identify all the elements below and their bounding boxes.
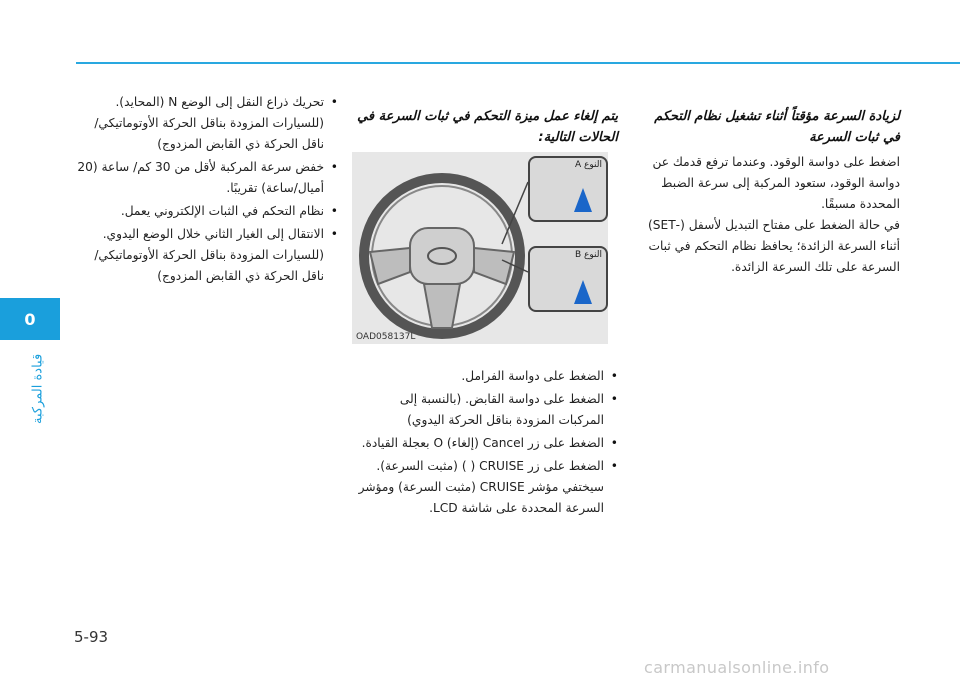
chapter-tab[interactable] bbox=[0, 298, 60, 340]
middle-column bbox=[352, 106, 618, 152]
list-item: • الانتقال إلى الغيار الثاني خلال الوضع اليدوي. (للسيارات المزودة بناقل الحركة الأوتوماتيكي/ ناقل الحركة ذي القابض المزدوج) bbox=[76, 224, 338, 287]
figure-code: OAD058137L bbox=[356, 332, 416, 342]
list-item: • الضغط على دواسة القابض. (بالنسبة إلى المركبات المزودة بناقل الحركة اليدوي) bbox=[352, 389, 618, 431]
header-rule bbox=[76, 62, 960, 64]
middle-column-list bbox=[352, 366, 618, 521]
list-item: • الضغط على زر Cancel (إلغاء) O بعجلة القيادة. bbox=[352, 433, 618, 454]
list-item: • تحريك ذراع النقل إلى الوضع N (المحايد). (للسيارات المزودة بناقل الحركة الأوتوماتيكي/ ناقل الحركة ذي القابض المزدوج) bbox=[76, 92, 338, 155]
list-item: • خفض سرعة المركبة لأقل من 30 كم/ ساعة (20 أميال/ساعة) تقريبًا. bbox=[76, 157, 338, 199]
list-item: • نظام التحكم في الثبات الإلكتروني يعمل. bbox=[76, 201, 338, 222]
paragraph: في حالة الضغط على مفتاح التبديل لأسفل (-SET) أثناء السرعة الزائدة؛ يحافظ نظام التحكم في ثبات السرعة على تلك السرعة الزائدة. bbox=[648, 218, 900, 274]
paragraph: اضغط على دواسة الوقود. وعندما ترفع قدمك عن دواسة الوقود، ستعود المركبة إلى سرعة الضبط المحددة مسبقًا. bbox=[652, 155, 900, 211]
chapter-label: قيادة المركبة bbox=[30, 353, 46, 425]
callout-type-b bbox=[528, 246, 608, 312]
watermark: carmanualsonline.info bbox=[644, 658, 830, 677]
page-number: 5-93 bbox=[74, 628, 109, 646]
steering-wheel-figure bbox=[352, 152, 608, 344]
section-heading-cancel-conditions: يتم إلغاء عمل ميزة التحكم في ثبات السرعة في الحالات التالية: bbox=[357, 109, 618, 145]
list-item: • الضغط على زر CRUISE ( ) (مثبت السرعة). سيختفي مؤشر CRUISE (مثبت السرعة) ومؤشر السرعة المحددة على شاشة LCD. bbox=[352, 456, 618, 519]
chapter-number: 0 bbox=[24, 309, 36, 329]
arrow-icon bbox=[574, 188, 592, 212]
arrow-icon bbox=[574, 280, 592, 304]
left-column bbox=[76, 92, 338, 289]
right-column bbox=[634, 106, 900, 278]
type-a-label: النوع A bbox=[574, 160, 602, 170]
type-b-label: النوع B bbox=[574, 250, 602, 260]
section-heading-speed-increase: لزيادة السرعة مؤقتاً أثناء تشغيل نظام التحكم في ثبات السرعة bbox=[654, 109, 900, 145]
callout-type-a bbox=[528, 156, 608, 222]
list-item: • الضغط على دواسة الفرامل. bbox=[352, 366, 618, 387]
